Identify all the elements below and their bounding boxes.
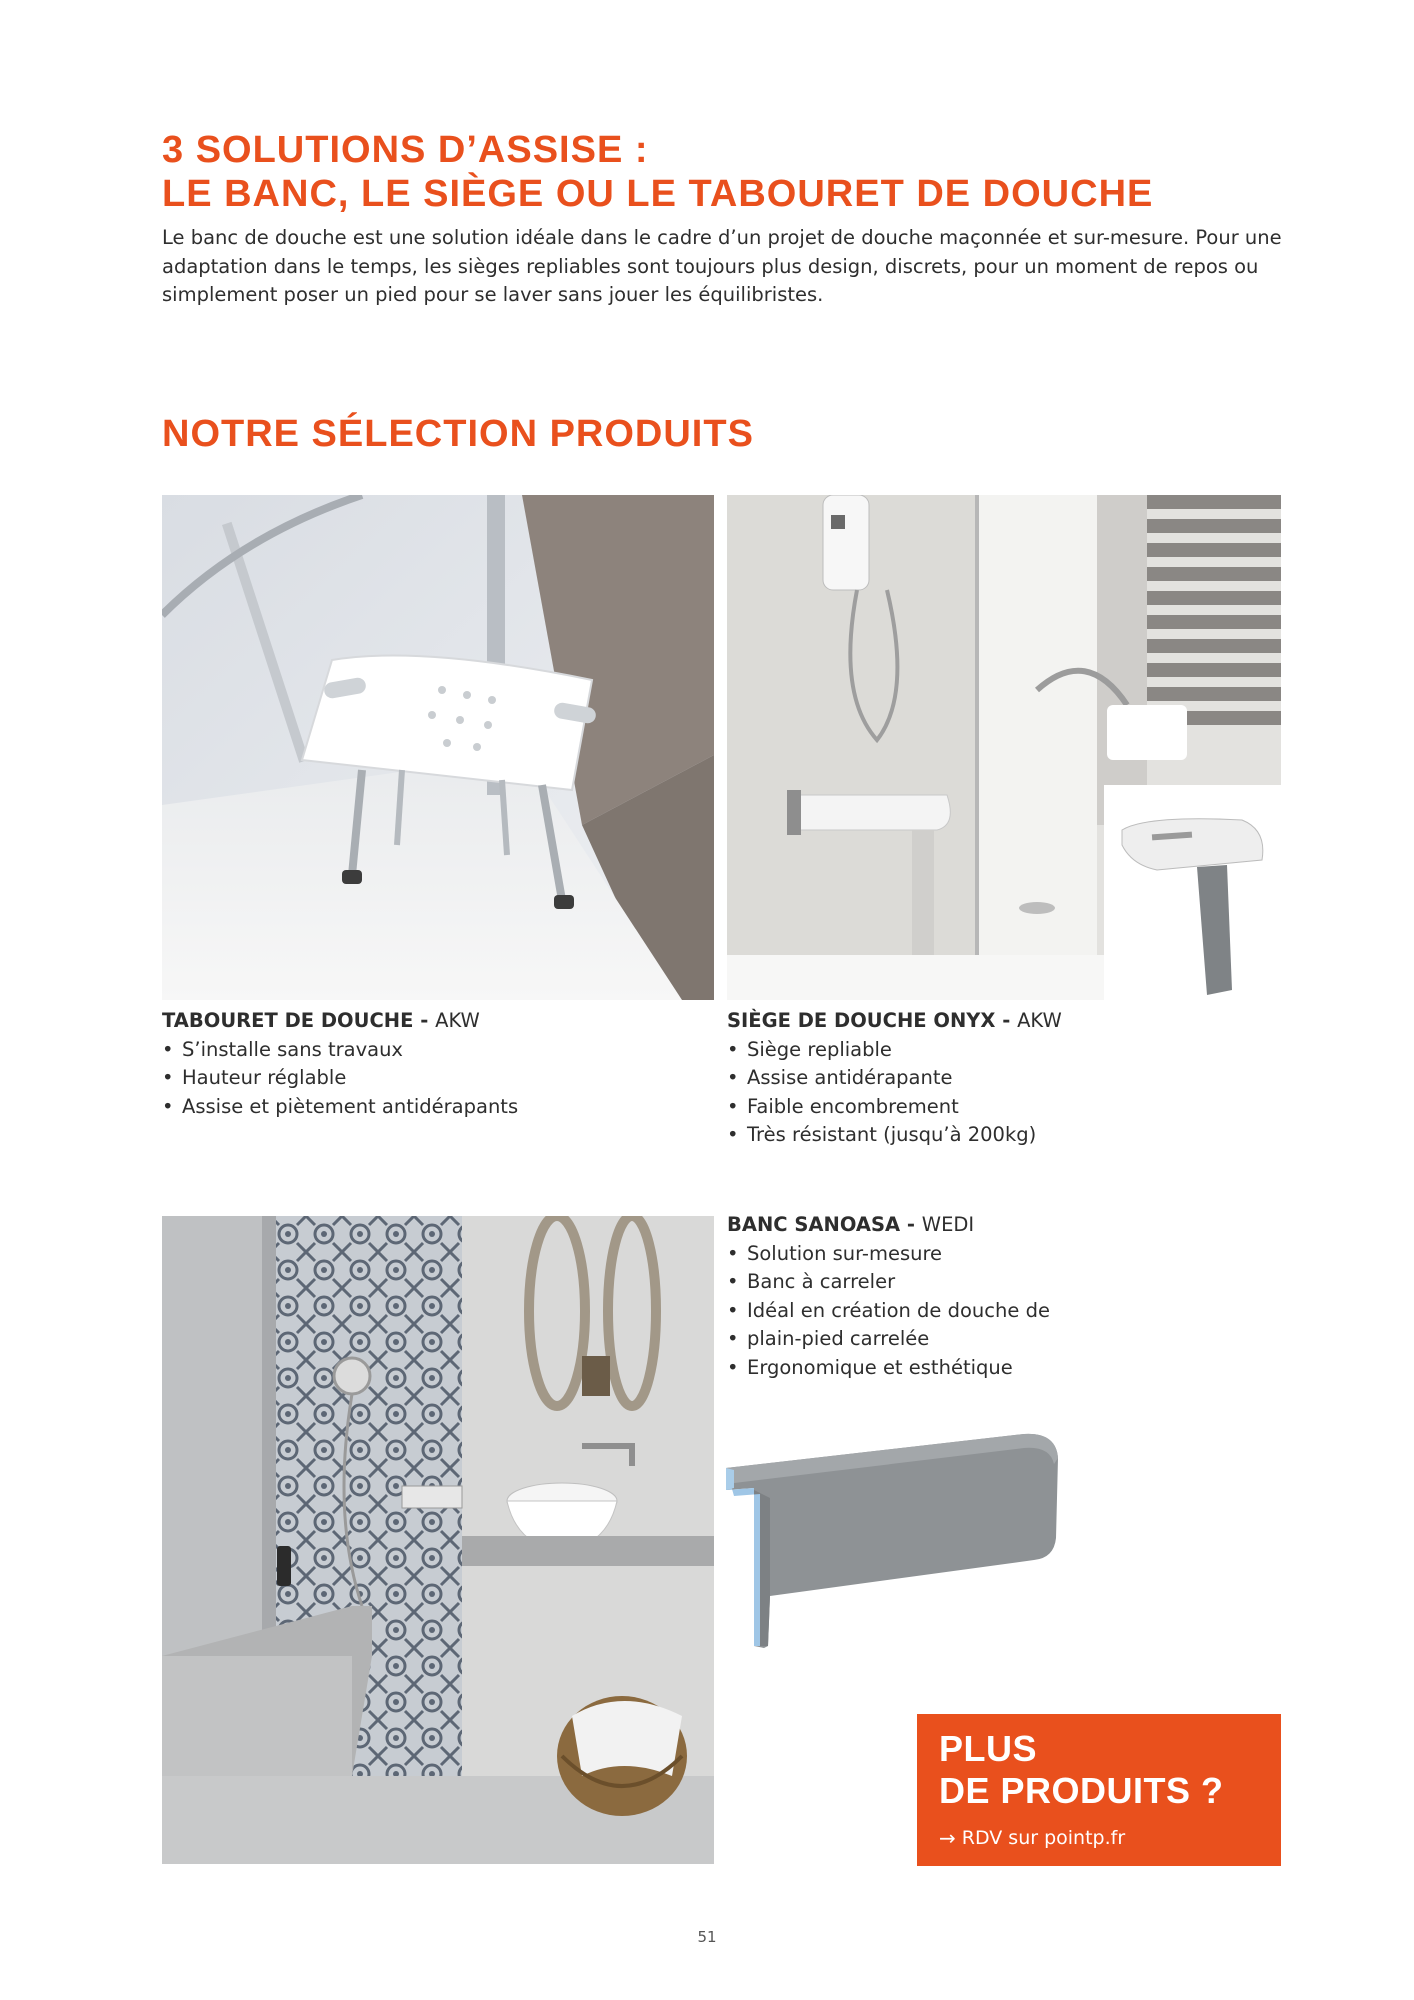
feature-item: • Solution sur-mesure — [727, 1240, 1281, 1269]
product-heading — [727, 1007, 1281, 1036]
product-name: TABOURET DE DOUCHE — [162, 1009, 414, 1032]
cta-link[interactable] — [939, 1826, 1259, 1850]
bench-product-image — [724, 1428, 1060, 1650]
title-line-2: LE BANC, LE SIÈGE OU LE TABOURET DE DOUCHE — [162, 173, 1154, 215]
shower-stool-photo — [162, 495, 714, 1000]
feature-item: • Ergonomique et esthétique — [727, 1354, 1281, 1383]
bench-bathroom-photo — [162, 1216, 714, 1864]
title-line-1: 3 SOLUTIONS D’ASSISE : — [162, 129, 649, 171]
cta-line-1: PLUS — [939, 1728, 1038, 1769]
cta-line-2: DE PRODUITS ? — [939, 1770, 1224, 1811]
product-heading — [162, 1007, 702, 1036]
intro-paragraph: Le banc de douche est une solution idéale dans le cadre d’un projet de douche maçonnée et sur-mesure. Pour une adaptation dans le temps, les sièges repliables sont toujours plus design, discrets, pour un moment de repos ou simplement poser un pied pour se laver sans jouer les équilibristes. — [162, 226, 1282, 306]
more-products-banner[interactable] — [917, 1714, 1281, 1866]
feature-item: • Assise antidérapante — [727, 1064, 1281, 1093]
cta-link-text: RDV sur pointp.fr — [961, 1827, 1126, 1849]
feature-item: • Très résistant (jusqu’à 200kg) — [727, 1121, 1281, 1150]
product-heading — [727, 1211, 1281, 1240]
product-separator: - — [995, 1009, 1018, 1032]
product-brand: AKW — [1017, 1009, 1062, 1032]
product-tabouret — [162, 1007, 702, 1121]
feature-item: • S’installe sans travaux — [162, 1036, 702, 1065]
feature-list — [727, 1240, 1281, 1383]
cta-title — [939, 1728, 1259, 1812]
feature-item: • Faible encombrement — [727, 1093, 1281, 1122]
product-name: SIÈGE DE DOUCHE ONYX — [727, 1009, 996, 1032]
feature-item: • Siège repliable — [727, 1036, 1281, 1065]
feature-item: • Banc à carreler — [727, 1268, 1281, 1297]
page-number: 51 — [697, 1928, 717, 1946]
feature-list — [162, 1036, 702, 1122]
product-siege-onyx — [727, 1007, 1281, 1150]
product-separator: - — [900, 1213, 922, 1236]
selection-title: NOTRE SÉLECTION PRODUITS — [162, 413, 754, 455]
folding-seat-photo — [727, 495, 1281, 1000]
feature-item: • Idéal en création de douche de — [727, 1297, 1281, 1326]
feature-list — [727, 1036, 1281, 1150]
feature-item: • plain-pied carrelée — [727, 1325, 1281, 1354]
product-name: BANC SANOASA — [727, 1213, 901, 1236]
product-separator: - — [413, 1009, 436, 1032]
feature-item: • Hauteur réglable — [162, 1064, 702, 1093]
feature-item: • Assise et piètement antidérapants — [162, 1093, 702, 1122]
product-brand: WEDI — [921, 1213, 975, 1236]
product-banc-sanoasa — [727, 1211, 1281, 1382]
product-brand: AKW — [435, 1009, 480, 1032]
arrow-right-icon: → — [939, 1826, 956, 1850]
page-title — [162, 128, 1312, 216]
